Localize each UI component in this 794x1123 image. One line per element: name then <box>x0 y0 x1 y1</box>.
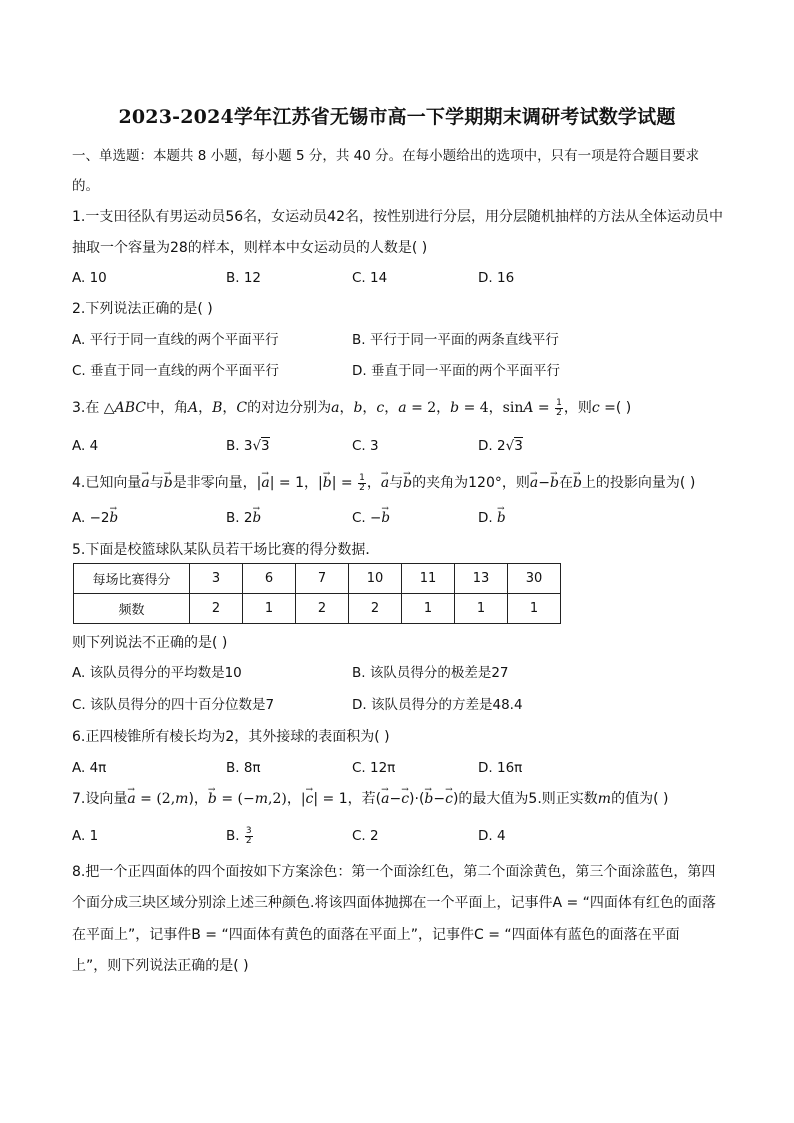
q1-stem-line1: 1.一支田径队有男运动员56名，女运动员42名，按性别进行分层，用分层随机抽样的方法从全体运动员中 <box>72 209 723 225</box>
q7-text: = (− <box>216 791 255 807</box>
q1-stem-line2: 抽取一个容量为28的样本，则样本中女运动员的人数是( ) <box>72 240 428 256</box>
q3-option-d: D. 2√3 <box>478 438 523 454</box>
q3-var: c <box>591 400 600 416</box>
vector-b: → b <box>323 473 332 493</box>
table-cell: 1 <box>243 594 296 624</box>
page-title: 2023-2024学年江苏省无锡市高一下学期期末调研考试数学试题 <box>118 106 676 128</box>
q4-text: 的夹角为120°，则 <box>412 475 530 491</box>
q4-text: 是非零向量，| <box>172 475 262 491</box>
q7-text: | = 1，若( <box>313 791 382 807</box>
vector-c: → c <box>306 789 314 809</box>
section-instructions-line1: 一、单选题：本题共 8 小题，每小题 5 分，共 40 分。在每小题给出的选项中，只有一项是符合题目要求 <box>72 148 700 164</box>
table-cell: 1 <box>508 594 561 624</box>
q4-text: 与 <box>149 475 164 491</box>
q1-option-a: A. 10 <box>72 270 107 286</box>
q5-option-d: D. 该队员得分的方差是48.4 <box>352 697 523 713</box>
q3-text: = <box>533 400 555 416</box>
q8-stem-line2: 个面分成三块区域分别涂上述三种颜色.将该四面体抛掷在一个平面上，记事件A = “四面体有红色的面落 <box>72 895 716 911</box>
vector-b: → b <box>573 473 582 493</box>
q7-stem <box>72 789 668 809</box>
q6-stem: 6.正四棱锥所有棱长均为2，其外接球的表面积为( ) <box>72 729 390 745</box>
q3-var: a <box>331 400 340 416</box>
q7-text: )， <box>188 791 208 807</box>
table-row <box>74 594 561 624</box>
vector-a: → a <box>381 789 389 809</box>
q7-text: − <box>389 791 402 807</box>
q2-stem: 2.下列说法正确的是( ) <box>72 301 213 317</box>
q6-option-b: B. 8π <box>226 760 261 776</box>
q3-text: =( ) <box>599 400 632 416</box>
table-cell: 11 <box>402 564 455 594</box>
q4-option-c: C. −→ b <box>352 508 390 528</box>
q5-option-c: C. 该队员得分的四十百分位数是7 <box>72 697 275 713</box>
table-row <box>74 564 561 594</box>
q7-option-c: C. 2 <box>352 828 379 844</box>
vector-b: → b <box>424 789 433 809</box>
q3-var: c <box>376 400 385 416</box>
q6-option-c: C. 12π <box>352 760 396 776</box>
q8-stem-line4: 上”，则下列说法正确的是( ) <box>72 958 249 974</box>
q5-option-b: B. 该队员得分的极差是27 <box>352 665 509 681</box>
q7-var: m <box>597 791 612 807</box>
table-header-cell: 每场比赛得分 <box>74 564 190 594</box>
q3-text: 中，角 <box>145 400 188 416</box>
q3-var: b <box>353 400 363 416</box>
q2-option-b: B. 平行于同一平面的两条直线平行 <box>352 332 559 348</box>
table-cell: 2 <box>190 594 243 624</box>
q7-option-d: D. 4 <box>478 828 506 844</box>
q4-fraction: $\frac{1}{2}$ <box>359 472 365 493</box>
q3-text: ， <box>384 400 399 416</box>
q7-var: m <box>175 791 189 807</box>
q3-var: B <box>212 400 223 416</box>
q3-option-c: C. 3 <box>352 438 379 454</box>
q3-var: A <box>523 400 534 416</box>
q3-text: ， <box>222 400 237 416</box>
vector-c: → c <box>401 789 409 809</box>
q3-text: = 2， <box>406 400 451 416</box>
vector-a: → a <box>381 473 389 493</box>
q7-text: )·( <box>409 791 425 807</box>
q7-text: = (2, <box>135 791 176 807</box>
q3-var: a <box>398 400 407 416</box>
q8-stem-line3: 在平面上”，记事件B = “四面体有黄色的面落在平面上”，记事件C = “四面体有蓝色的面落在平面 <box>72 927 680 943</box>
table-cell: 2 <box>349 594 402 624</box>
q3-var: A <box>187 400 199 416</box>
q4-text: | = <box>331 475 358 491</box>
q7-option-a: A. 1 <box>72 828 99 844</box>
table-cell: 1 <box>455 594 508 624</box>
table-cell: 10 <box>349 564 402 594</box>
q4-text: | = 1，| <box>269 475 323 491</box>
vector-b: → b <box>164 473 173 493</box>
q7-text: 7.设向量 <box>72 791 128 807</box>
q4-text: 与 <box>389 475 404 491</box>
section-instructions-line2: 的。 <box>72 178 99 194</box>
vector-c: → c <box>445 789 453 809</box>
q1-option-b: B. 12 <box>226 270 262 286</box>
q1-option-c: C. 14 <box>352 270 388 286</box>
q6-option-a: A. 4π <box>72 760 107 776</box>
q3-option-a: A. 4 <box>72 438 99 454</box>
q3-text: ， <box>362 400 377 416</box>
q7-text: )的最大值为5.则正实数 <box>452 791 598 807</box>
q3-text: ， <box>339 400 354 416</box>
q3-text: ，则 <box>563 400 592 416</box>
q2-option-d: D. 垂直于同一平面的两个平面平行 <box>352 363 560 379</box>
q1-option-d: D. 16 <box>478 270 515 286</box>
q7-option-b: B. $\frac{3}{2}$ <box>226 825 252 846</box>
q2-option-c: C. 垂直于同一直线的两个平面平行 <box>72 363 280 379</box>
table-cell: 13 <box>455 564 508 594</box>
table-cell: 1 <box>402 594 455 624</box>
q4-text: 在 <box>558 475 573 491</box>
q5-option-a: A. 该队员得分的平均数是10 <box>72 665 242 681</box>
table-cell: 30 <box>508 564 561 594</box>
vector-b: → b <box>403 473 412 493</box>
q3-text: 的对边分别为 <box>247 400 332 416</box>
q4-text: 4.已知向量 <box>72 475 142 491</box>
q7-var: m <box>254 791 268 807</box>
q7-text: − <box>433 791 446 807</box>
q3-text: = 4，sin <box>459 400 524 416</box>
table-header-cell: 频数 <box>74 594 190 624</box>
q8-stem-line1: 8.把一个正四面体的四个面按如下方案涂色：第一个面涂红色，第二个面涂黄色，第三个面涂蓝色，第四 <box>72 864 716 880</box>
q4-option-d: D. → b <box>478 508 506 528</box>
vector-a: → a <box>530 473 538 493</box>
q4-text: ， <box>366 475 381 491</box>
q3-fraction: $\frac{1}{2}$ <box>556 397 562 418</box>
score-table <box>73 563 561 624</box>
table-cell: 6 <box>243 564 296 594</box>
q3-option-b: B. 3√3 <box>226 438 270 454</box>
q5-stem: 5.下面是校篮球队某队员若干场比赛的得分数据． <box>72 542 380 558</box>
vector-b: → b <box>550 473 559 493</box>
q4-text: 上的投影向量为( ) <box>581 475 696 491</box>
q4-stem: 4.已知向量→ a与→ b是非零向量，|→ a| = 1，|→ b| = $\frac{1}{2}$ ，→ a与→ b的夹角为120°，则→ a−→ b在→ b上的投影向量为( ) <box>72 473 695 493</box>
vector-a: → a <box>261 473 269 493</box>
vector-b: → b <box>208 789 217 809</box>
vector-a: → a <box>141 473 149 493</box>
q6-option-d: D. 16π <box>478 760 523 776</box>
q3-text: ， <box>198 400 213 416</box>
table-cell: 3 <box>190 564 243 594</box>
q7-text: 的值为( ) <box>611 791 669 807</box>
table-cell: 7 <box>296 564 349 594</box>
table-cell: 2 <box>296 594 349 624</box>
q3-var: ABC <box>114 400 146 416</box>
q3-var: b <box>450 400 460 416</box>
q4-option-a: A. −2→ b <box>72 508 118 528</box>
q2-option-a: A. 平行于同一直线的两个平面平行 <box>72 332 279 348</box>
vector-a: → a <box>127 789 135 809</box>
q4-option-b: B. 2→ b <box>226 508 261 528</box>
q3-stem <box>72 398 631 418</box>
q3-text: 3.在 △ <box>72 400 115 416</box>
q3-var: C <box>236 400 248 416</box>
q5-question: 则下列说法不正确的是( ) <box>72 635 228 651</box>
q7-text: ,2)，| <box>268 791 306 807</box>
